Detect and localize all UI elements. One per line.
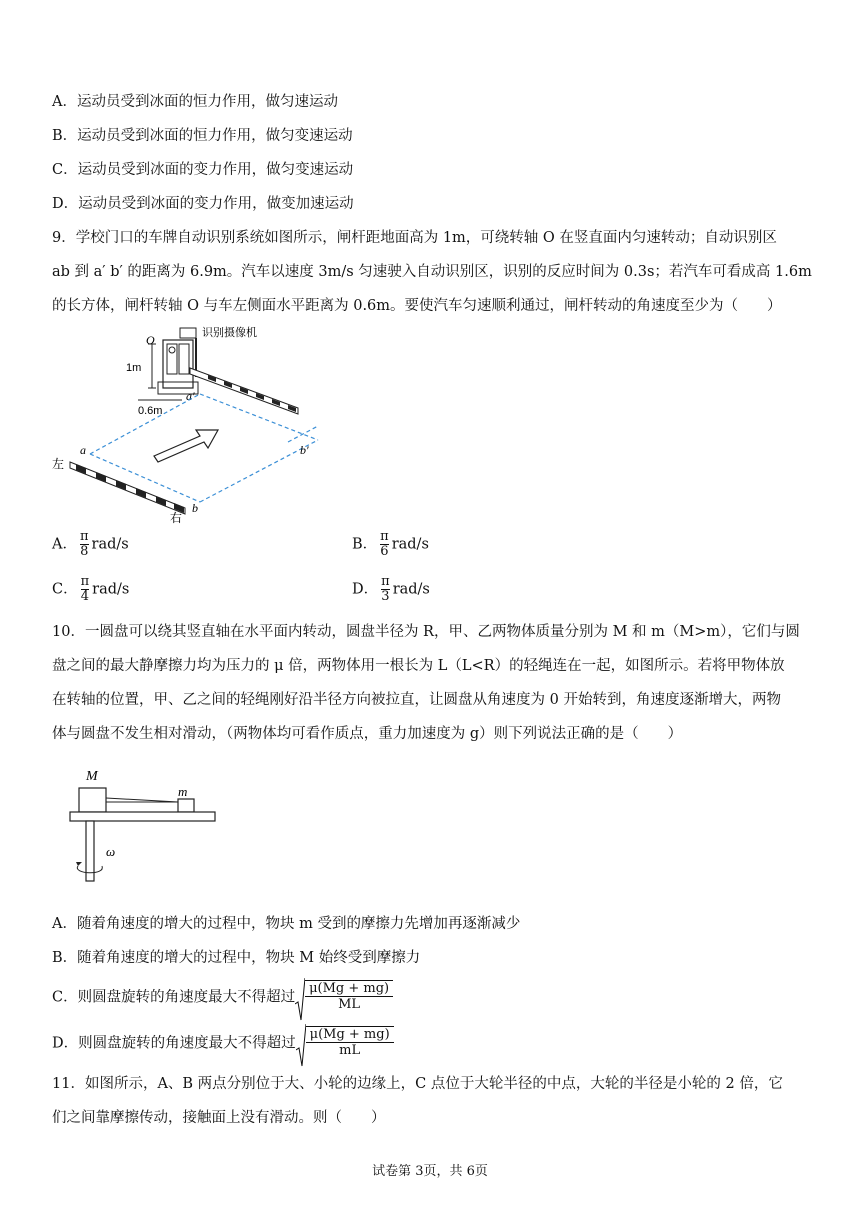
- q10-opt-d-sqrt: [296, 1026, 394, 1058]
- fig-a: a: [80, 443, 86, 457]
- fig-b: b: [192, 501, 198, 515]
- q9-opt-d-den: 3: [381, 589, 390, 604]
- q11-stem-line1: 11．如图所示，A、B 两点分别位于大、小轮的边缘上，C 点位于大轮半径的中点，大轮的半径是小轮的 2 倍，它: [52, 1076, 783, 1092]
- fig10-m: m: [178, 784, 188, 799]
- q9-opt-a-frac: [80, 530, 89, 559]
- q10-option-a: A．随着角速度的增大的过程中，物块 m 受到的摩擦力先增加再逐渐减少: [52, 916, 521, 932]
- q10-stem-line4: 体与圆盘不发生相对滑动，（两物体均可看作质点，重力加速度为 g）则下列说法正确的是（ ）: [52, 726, 683, 742]
- fig-a-prime: a′: [186, 389, 195, 403]
- q9-option-a: [52, 530, 129, 559]
- fig-camera-label: 识别摄像机: [202, 326, 257, 339]
- q9-opt-a-num: π: [79, 529, 89, 544]
- q9-opt-a-letter: A．: [52, 536, 77, 553]
- q9-opt-b-unit: rad/s: [391, 536, 429, 553]
- q9-option-c: [52, 575, 129, 604]
- q9-opt-a-den: 8: [80, 544, 89, 559]
- fig-dist-label: 0.6m: [138, 405, 163, 417]
- q8-option-d: D．运动员受到冰面的变力作用，做变加速运动: [52, 196, 354, 212]
- q9-opt-b-letter: B．: [352, 536, 378, 553]
- q9-opt-d-letter: D．: [352, 581, 379, 598]
- q9-opt-c-letter: C．: [52, 581, 78, 598]
- fig-b-prime: b′: [300, 443, 309, 457]
- q9-opt-b-den: 6: [380, 544, 389, 559]
- q9-opt-b-frac: [380, 530, 389, 559]
- q10-opt-c-sqrt: [295, 980, 393, 1012]
- q9-stem-line3: 的长方体，闸杆转轴 O 与车左侧面水平距离为 0.6m。要使汽车匀速顺利通过，闸杆转动的角速度至少为（ ）: [52, 298, 782, 314]
- q9-opt-d-unit: rad/s: [392, 581, 430, 598]
- page-footer: 试卷第 3页，共 6页: [372, 1164, 488, 1179]
- q10-opt-c-num: μ(Mg + mg): [305, 980, 393, 997]
- q9-stem-line1: 9．学校门口的车牌自动识别系统如图所示，闸杆距地面高为 1m，可绕转轴 O 在竖直面内匀速转动；自动识别区: [52, 230, 777, 246]
- fig-height-label: 1m: [126, 362, 142, 374]
- q9-option-b: [352, 530, 429, 559]
- fig10-M: M: [86, 769, 98, 784]
- q10-figure: [66, 764, 226, 884]
- fig-left: 左: [52, 457, 65, 471]
- q9-opt-b-num: π: [380, 529, 389, 544]
- q8-option-b: B．运动员受到冰面的恒力作用，做匀变速运动: [52, 128, 353, 144]
- q8-option-a: A．运动员受到冰面的恒力作用，做匀速运动: [52, 94, 338, 110]
- q8-option-c: C．运动员受到冰面的变力作用，做匀变速运动: [52, 162, 354, 178]
- fig-o-label: O: [146, 333, 155, 347]
- fig10-omega: ω: [106, 844, 116, 859]
- q10-opt-d-text: D．则圆盘旋转的角速度最大不得超过: [52, 1035, 296, 1052]
- q10-opt-c-text: C．则圆盘旋转的角速度最大不得超过: [52, 989, 296, 1006]
- q11-stem-line2: 们之间靠摩擦传动，接触面上没有滑动。则（ ）: [52, 1110, 386, 1126]
- q10-stem-line3: 在转轴的位置，甲、乙之间的轻绳刚好沿半径方向被拉直，让圆盘从角速度为 0 开始转到，角速度逐渐增大，两物: [52, 692, 781, 708]
- q9-opt-c-den: 4: [80, 589, 90, 604]
- q10-opt-d-num: μ(Mg + mg): [306, 1026, 394, 1043]
- q10-option-c: [52, 980, 393, 1012]
- q9-opt-c-num: π: [80, 574, 90, 589]
- q9-opt-c-frac: [81, 575, 90, 604]
- q10-opt-d-den: mL: [339, 1043, 361, 1058]
- q9-option-d: [352, 575, 430, 604]
- q10-stem-line1: 10．一圆盘可以绕其竖直轴在水平面内转动，圆盘半径为 R，甲、乙两物体质量分别为 M 和 m（M>m），它们与圆: [52, 624, 800, 640]
- q10-opt-c-den: ML: [338, 997, 361, 1012]
- q10-option-d: [52, 1026, 394, 1058]
- q9-stem-line2: ab 到 a′ b′ 的距离为 6.9m。汽车以速度 3m/s 匀速驶入自动识别区，识别的反应时间为 0.3s；若汽车可看成高 1.6m: [52, 264, 812, 280]
- q9-opt-d-num: π: [381, 574, 390, 589]
- q9-opt-c-unit: rad/s: [92, 581, 130, 598]
- q10-stem-line2: 盘之间的最大静摩擦力均为压力的 μ 倍，两物体用一根长为 L（L<R）的轻绳连在一起，如图所示。若将甲物体放: [52, 658, 785, 674]
- q10-option-b: B．随着角速度的增大的过程中，物块 M 始终受到摩擦力: [52, 950, 421, 966]
- fig-right: 右: [170, 511, 183, 525]
- q9-opt-d-frac: [381, 575, 390, 604]
- q9-figure: [50, 322, 340, 527]
- q9-opt-a-unit: rad/s: [91, 536, 129, 553]
